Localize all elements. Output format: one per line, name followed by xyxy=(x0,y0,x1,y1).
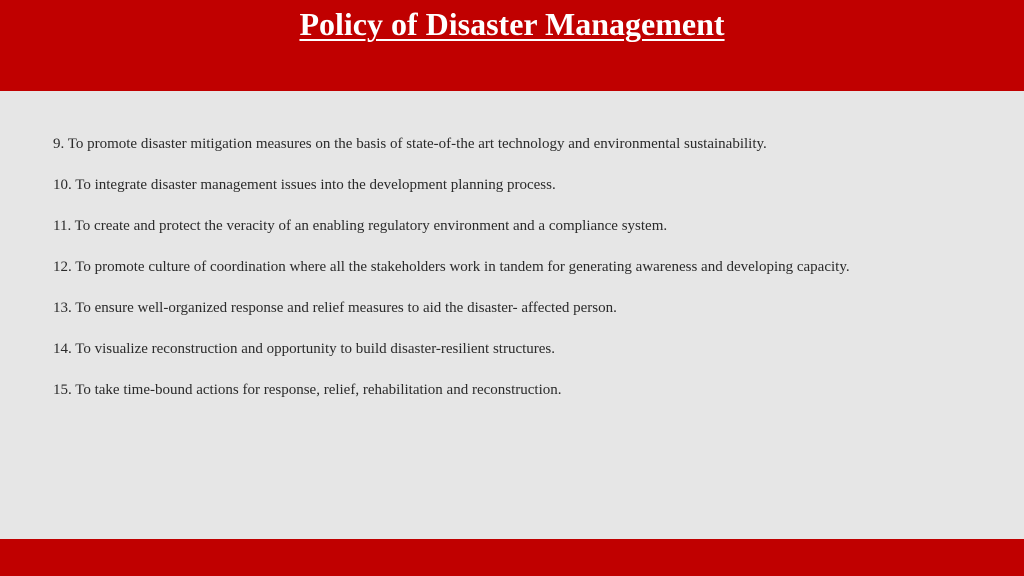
policy-item-11: 11. To create and protect the veracity of an enabling regulatory environment and a compliance system. xyxy=(53,218,668,234)
policy-item-14: 14. To visualize reconstruction and opportunity to build disaster-resilient structures. xyxy=(53,341,556,357)
policy-item-13: 13. To ensure well-organized response and relief measures to aid the disaster- affected person. xyxy=(53,300,617,316)
policy-item-12: 12. To promote culture of coordination where all the stakeholders work in tandem for generating awareness and developing capacity. xyxy=(53,259,850,275)
footer-band xyxy=(0,539,1024,576)
policy-item-10: 10. To integrate disaster management issues into the development planning process. xyxy=(53,177,556,193)
policy-item-9: 9. To promote disaster mitigation measures on the basis of state-of-the art technology and environmental sustainability. xyxy=(53,136,767,152)
policy-item-15: 15. To take time-bound actions for response, relief, rehabilitation and reconstruction. xyxy=(53,382,562,398)
policy-list xyxy=(53,133,1013,420)
slide-title: Policy of Disaster Management xyxy=(299,6,725,42)
